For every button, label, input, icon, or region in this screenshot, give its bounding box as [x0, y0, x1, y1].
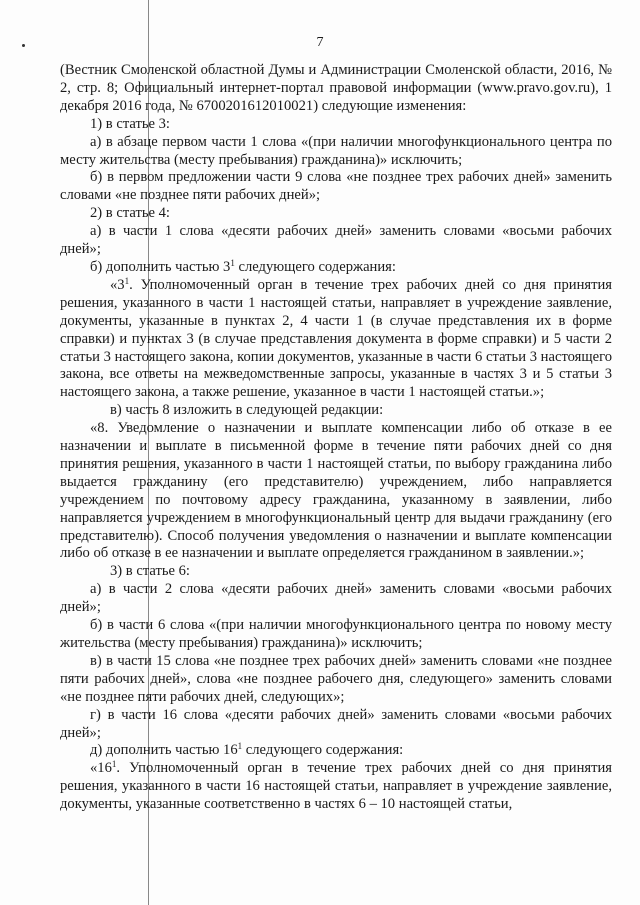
page-number: 7: [316, 35, 324, 50]
paragraph-text: б) дополнить частью 3: [90, 258, 231, 275]
paragraph: [60, 277, 612, 402]
paragraph-text: а) в части 1 слова «десяти рабочих дней» заменить словами «восьми рабочих дней»;: [60, 223, 612, 258]
paragraph-text-continued: следующего содержания:: [234, 258, 396, 275]
superscript: 1: [237, 741, 243, 752]
paragraph: [60, 760, 612, 814]
paragraph: [60, 134, 612, 170]
paragraph-text: а) в части 2 слова «десяти рабочих дней» заменить словами «восьми рабочих дней»;: [60, 581, 612, 616]
paragraph-text: б) в первом предложении части 9 слова «не позднее трех рабочих дней» заменить словами «не позднее пяти рабочих дней»;: [60, 169, 612, 204]
paragraph-text: 1) в статье 3:: [90, 115, 170, 132]
paragraph: [60, 617, 612, 653]
paragraph-text-continued: . Уполномоченный орган в течение трех рабочих дней со дня принятия решения, указанного в части 1 настоящей статьи, направляет в учреждение заявление, документы, указанные в пунктах 2, 4 части 1 (в случае представления их в форме справки) и пунктах 3 (в случае представления документа в форме справки) и 5 части 2 статьи 3 настоящего закона, копии документов, указанные в части 6 статьи 3 настоящего закона, все ответы на межведомственные запросы, указанные в частях 3 и 5 статьи 3 настоящего закона, а также решение, указанное в части 1 настоящей статьи.»;: [60, 276, 612, 401]
paragraph-text-continued: . Уполномоченный орган в течение трех рабочих дней со дня принятия решения, указанного в части 16 настоящей статьи, направляет в учреждение заявление, документы, указанные соответственно в частях 6 – 10 настоящей статьи,: [60, 760, 612, 813]
paragraph-text: «8. Уведомление о назначении и выплате компенсации либо об отказе в ее назначении и выплате в письменной форме в течение пяти рабочих дней со дня принятия решения, указанного в части 1 настоящей статьи, по выбору гражданина либо выдается гражданину (его представителю) учреждением, либо направляется учреждением по почтовому адресу гражданина, указанному в заявлении, либо направляется учреждением в многофункциональный центр для выдачи гражданину (его представителю). Способ получения уведомления о назначении и выплате компенсации либо об отказе в ее назначении и выплате определяется гражданином в заявлении.»;: [60, 420, 612, 562]
paragraph-text: 3) в статье 6:: [110, 563, 190, 580]
paragraph-text: д) дополнить частью 16: [90, 742, 238, 759]
paragraph: [60, 402, 612, 420]
paragraph: [60, 742, 612, 760]
paragraph: [60, 653, 612, 707]
superscript: 1: [111, 759, 117, 770]
paragraph: [60, 205, 612, 223]
paragraph: [60, 259, 612, 277]
document-body: [60, 62, 612, 814]
paragraph: [60, 581, 612, 617]
paragraph-text: 2) в статье 4:: [90, 205, 170, 222]
paragraph-text: «16: [90, 760, 112, 777]
superscript: 1: [230, 257, 235, 268]
paragraph-text: в) часть 8 изложить в следующей редакции:: [110, 402, 384, 419]
paragraph: [60, 223, 612, 259]
paragraph: [60, 62, 612, 116]
paragraph: [60, 116, 612, 134]
paragraph-text-continued: следующего содержания:: [242, 742, 404, 759]
paragraph-text: «3: [110, 276, 125, 293]
paragraph-text: в) в части 15 слова «не позднее трех рабочих дней» заменить словами «не позднее пяти рабочих дней», слова «не позднее рабочего дня, следующего» заменить словами «не позднее пяти рабочих дней, следующих»;: [60, 652, 612, 705]
paragraph-text: б) в части 6 слова «(при наличии многофункционального центра по новому месту жительства (месту пребывания) гражданина)» исключить;: [60, 617, 612, 651]
superscript: 1: [124, 275, 130, 286]
paragraph: [60, 707, 612, 743]
paragraph: [60, 420, 612, 563]
paragraph: [60, 563, 612, 581]
paragraph-text: а) в абзаце первом части 1 слова «(при наличии многофункционального центра по месту жительства (месту пребывания) гражданина)» исключить;: [60, 133, 612, 168]
paragraph-text: г) в части 16 слова «десяти рабочих дней» заменить словами «восьми рабочих дней»;: [60, 706, 612, 741]
paragraph: [60, 169, 612, 205]
paragraph-text: (Вестник Смоленской областной Думы и Администрации Смоленской области, 2016, № 2, стр. 8; Официальный интернет-портал правовой информации (www.pravo.gov.ru), 1 декабря 2016 года, № 6700201612010021) следующие изменения:: [60, 62, 612, 114]
